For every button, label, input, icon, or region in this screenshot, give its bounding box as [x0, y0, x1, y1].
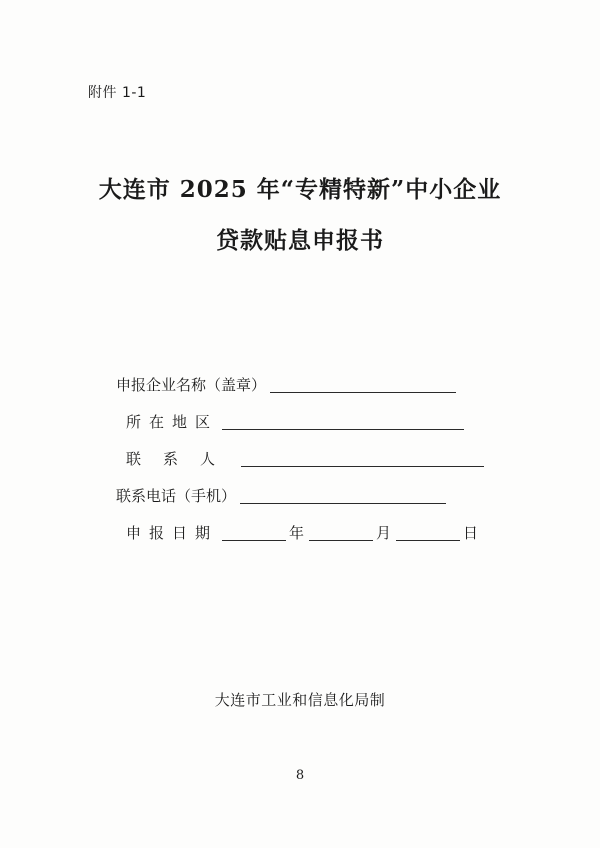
- document-title-line-2: 贷款贴息申报书: [216, 227, 384, 254]
- month-unit: 月: [376, 524, 392, 542]
- region-field: [126, 412, 464, 432]
- annex-label: 附件 1-1: [88, 85, 147, 101]
- contact-phone-field: [116, 486, 446, 506]
- page-number: 8: [295, 768, 305, 783]
- region-blank: [222, 415, 464, 430]
- contact-person-blank: [241, 452, 484, 467]
- day-unit: 日: [463, 524, 479, 542]
- document-title-line-1: 大连市 2025 年“专精特新”中小企业: [98, 176, 502, 203]
- day-blank: [396, 526, 460, 541]
- company-name-field: [116, 375, 456, 395]
- company-name-blank: [270, 378, 456, 393]
- issuer-line: 大连市工业和信息化局制: [214, 691, 386, 709]
- submission-date-field: [126, 523, 479, 543]
- contact-person-label: 联系人: [126, 450, 238, 468]
- region-label: 所在地区: [126, 413, 219, 431]
- month-blank: [309, 526, 373, 541]
- submission-date-label: 申报日期: [126, 524, 219, 542]
- company-name-label: 申报企业名称（盖章）: [116, 376, 267, 394]
- contact-phone-blank: [240, 489, 446, 504]
- year-blank: [222, 526, 286, 541]
- contact-person-field: [126, 449, 484, 469]
- year-unit: 年: [289, 524, 305, 542]
- contact-phone-label: 联系电话（手机）: [116, 487, 237, 505]
